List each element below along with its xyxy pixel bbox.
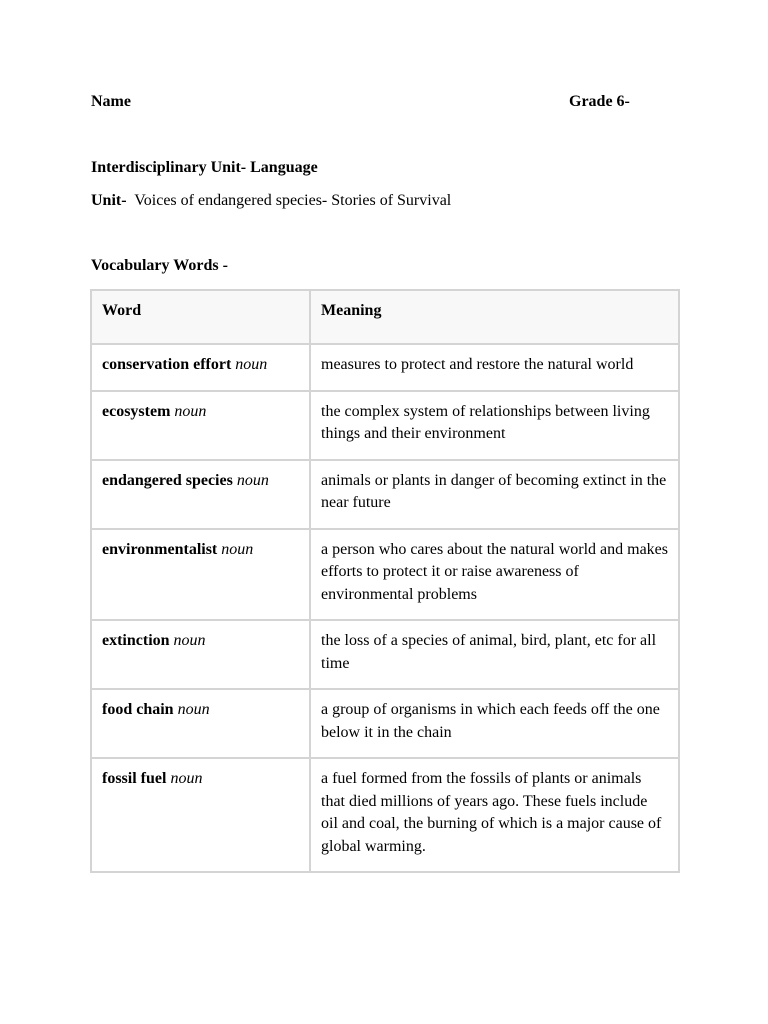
part-of-speech: noun	[221, 540, 254, 558]
meaning-cell: a person who cares about the natural world and makes efforts to protect it or raise awareness of environmental problems	[310, 529, 679, 621]
column-header-word: Word	[91, 290, 310, 344]
unit-label: Unit-	[91, 192, 127, 209]
term: food chain	[102, 701, 174, 718]
part-of-speech: noun	[174, 402, 207, 420]
part-of-speech: noun	[236, 471, 269, 489]
grade-label: Grade 6-	[569, 93, 630, 110]
table-row	[91, 529, 679, 621]
word-cell	[91, 460, 310, 529]
header-line	[91, 93, 637, 115]
meaning-cell: a group of organisms in which each feeds off the one below it in the chain	[310, 689, 679, 758]
part-of-speech: noun	[173, 632, 206, 649]
name-label: Name	[91, 93, 131, 110]
meaning-cell: the loss of a species of animal, bird, plant, etc for all time	[310, 620, 679, 689]
word-cell	[91, 344, 310, 391]
vocabulary-title: Vocabulary Words -	[91, 257, 228, 274]
table-row	[91, 620, 679, 689]
table-row	[91, 460, 679, 529]
table-row	[91, 758, 679, 872]
word-cell	[91, 391, 310, 460]
meaning-cell: measures to protect and restore the natural world	[310, 344, 679, 391]
unit-line	[91, 192, 451, 210]
term: environmentalist	[102, 540, 218, 558]
term: fossil fuel	[102, 770, 167, 787]
word-cell	[91, 758, 310, 872]
term: extinction	[102, 632, 170, 649]
part-of-speech: noun	[235, 356, 268, 373]
unit-value: Voices of endangered species- Stories of Survival	[134, 192, 452, 209]
table-header-row	[91, 290, 679, 344]
meaning-cell: a fuel formed from the fossils of plants or animals that died millions of years ago. These fuels include oil and coal, the burning of which is a major cause of global warming.	[310, 758, 679, 872]
unit-title: Interdisciplinary Unit- Language	[91, 159, 318, 176]
term: conservation effort	[102, 356, 232, 373]
table-row	[91, 391, 679, 460]
term: endangered species	[102, 471, 233, 489]
table-row	[91, 689, 679, 758]
meaning-cell: animals or plants in danger of becoming extinct in the near future	[310, 460, 679, 529]
term: ecosystem	[102, 402, 171, 420]
word-cell	[91, 620, 310, 689]
column-header-meaning: Meaning	[310, 290, 679, 344]
part-of-speech: noun	[170, 770, 203, 787]
word-cell	[91, 529, 310, 621]
table-row	[91, 344, 679, 391]
part-of-speech: noun	[177, 701, 210, 718]
meaning-cell: the complex system of relationships between living things and their environment	[310, 391, 679, 460]
word-cell	[91, 689, 310, 758]
vocabulary-table	[90, 289, 680, 873]
